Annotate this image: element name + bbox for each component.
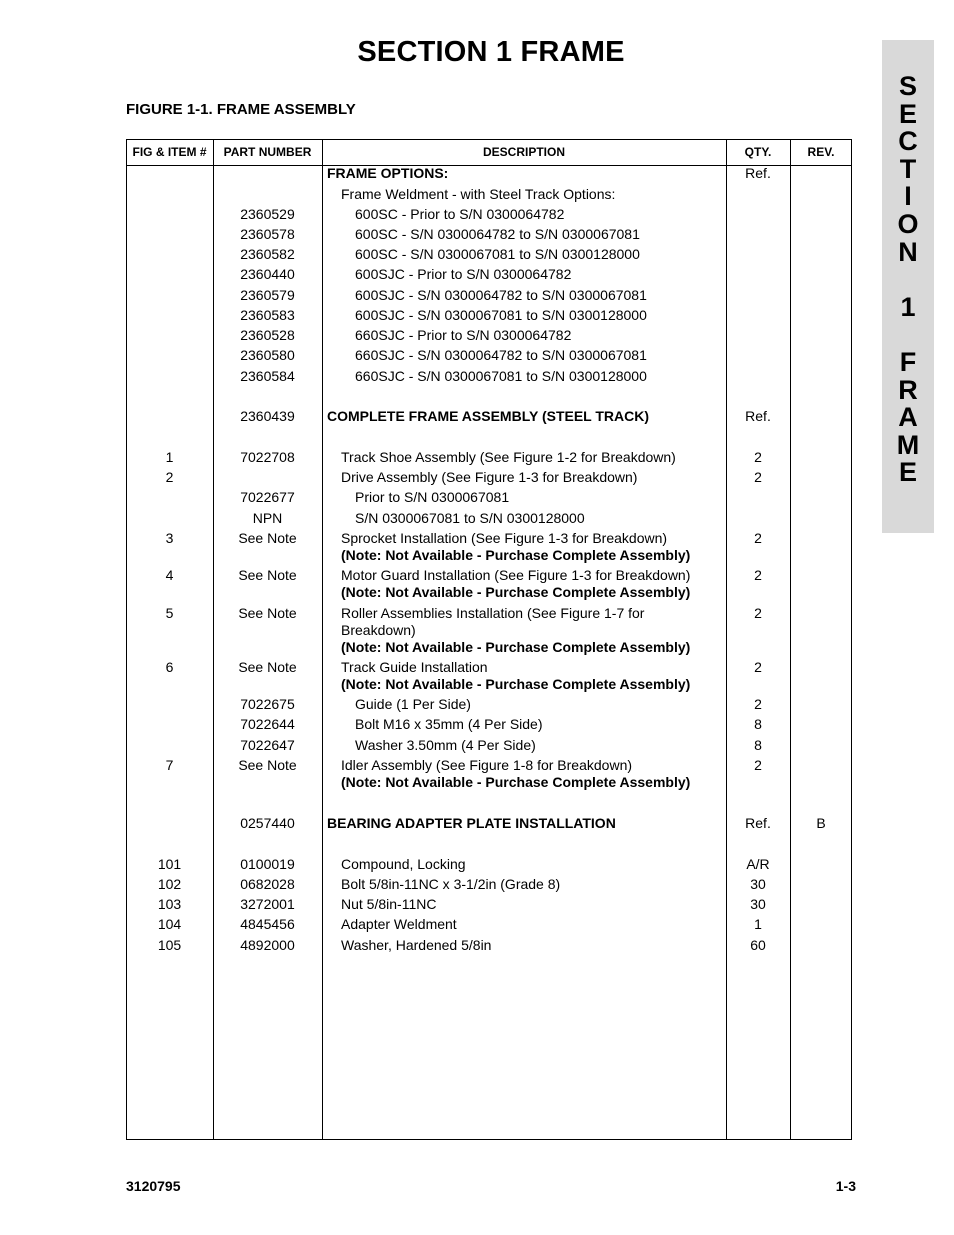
fig-item-cell: 4 <box>165 567 174 583</box>
qty-cell: 60 <box>750 937 766 953</box>
description-text: 600SJC - S/N 0300064782 to S/N 0300067081 <box>355 287 647 303</box>
description-emphasis: FRAME OPTIONS: <box>327 165 449 181</box>
description-cell <box>327 347 753 364</box>
part-number-cell: See Note <box>238 659 297 675</box>
part-number-cell: See Note <box>238 605 297 621</box>
description-cell <box>327 287 753 304</box>
description-text: Frame Weldment - with Steel Track Options: <box>341 186 616 202</box>
side-tab-letter: O <box>897 208 919 239</box>
part-number-cell: 0682028 <box>240 876 295 892</box>
side-tab-letter: F <box>899 346 917 377</box>
side-tab-letter: S <box>898 71 917 101</box>
qty-cell: A/R <box>746 856 770 872</box>
description-text: Bolt 5/8in-11NC x 3-1/2in (Grade 8) <box>341 876 561 892</box>
description-text: 600SJC - Prior to S/N 0300064782 <box>355 266 572 282</box>
qty-cell: 2 <box>754 469 762 485</box>
description-cell <box>327 876 739 893</box>
part-number-cell: 2360529 <box>240 206 295 222</box>
description-cell <box>327 530 739 564</box>
column-divider <box>322 139 323 1140</box>
description-cell <box>327 408 725 425</box>
description-text: 600SC - Prior to S/N 0300064782 <box>355 206 565 222</box>
figure-title: FIGURE 1-1. FRAME ASSEMBLY <box>126 101 356 118</box>
description-emphasis: (Note: Not Available - Purchase Complete Assembly) <box>341 676 691 692</box>
description-text: Drive Assembly (See Figure 1-3 for Breakdown) <box>341 469 638 485</box>
description-cell <box>327 266 753 283</box>
description-cell <box>327 815 725 832</box>
qty-cell: Ref. <box>745 815 771 831</box>
description-cell <box>327 510 753 527</box>
header-description: DESCRIPTION <box>482 145 565 159</box>
part-number-cell: 7022675 <box>240 696 295 712</box>
description-text: Prior to S/N 0300067081 <box>355 489 510 505</box>
qty-cell: 30 <box>750 896 766 912</box>
description-cell <box>327 186 739 203</box>
description-text: Bolt M16 x 35mm (4 Per Side) <box>355 716 543 732</box>
document-number: 3120795 <box>126 1178 181 1194</box>
description-text: Breakdown) <box>341 622 416 638</box>
description-text: Roller Assemblies Installation (See Figure 1-7 for <box>341 605 645 621</box>
description-cell <box>327 896 739 913</box>
description-text: 660SJC - S/N 0300064782 to S/N 0300067081 <box>355 347 647 363</box>
description-cell <box>327 226 753 243</box>
part-number-cell: 0257440 <box>240 815 295 831</box>
side-tab-letter: R <box>898 374 918 405</box>
description-text: S/N 0300067081 to S/N 0300128000 <box>355 510 585 526</box>
qty-cell: 2 <box>754 567 762 583</box>
description-emphasis: BEARING ADAPTER PLATE INSTALLATION <box>327 815 616 831</box>
part-number-cell: 4892000 <box>240 937 295 953</box>
fig-item-cell: 101 <box>157 856 182 872</box>
description-cell <box>327 937 739 954</box>
part-number-cell: See Note <box>238 757 297 773</box>
description-text: Guide (1 Per Side) <box>355 696 471 712</box>
qty-cell: 2 <box>754 449 762 465</box>
description-text: Track Guide Installation <box>341 659 488 675</box>
fig-item-cell: 104 <box>157 916 182 932</box>
fig-item-cell: 102 <box>157 876 182 892</box>
part-number-cell: 2360439 <box>240 408 295 424</box>
qty-cell: Ref. <box>745 408 771 424</box>
part-number-cell: 0100019 <box>240 856 295 872</box>
description-cell <box>327 696 753 713</box>
side-tab-letter: E <box>898 457 917 488</box>
description-text: Sprocket Installation (See Figure 1-3 for Breakdown) <box>341 530 668 546</box>
header-fig-item: FIG & ITEM # <box>132 145 207 159</box>
description-text: Track Shoe Assembly (See Figure 1-2 for Breakdown) <box>341 449 676 465</box>
description-cell <box>327 567 739 601</box>
fig-item-cell: 3 <box>165 530 174 546</box>
description-cell <box>327 659 739 693</box>
description-text: Motor Guard Installation (See Figure 1-3 for Breakdown) <box>341 567 691 583</box>
part-number-cell: 3272001 <box>240 896 295 912</box>
side-tab-letters <box>882 73 934 487</box>
part-number-cell: 2360440 <box>240 266 295 282</box>
part-number-cell: See Note <box>238 530 297 546</box>
fig-item-cell: 7 <box>165 757 174 773</box>
section-side-tab <box>882 40 934 533</box>
part-number-cell: 2360582 <box>240 246 295 262</box>
header-part-number: PART NUMBER <box>223 145 312 159</box>
rev-cell: B <box>816 815 826 831</box>
description-emphasis: (Note: Not Available - Purchase Complete Assembly) <box>341 547 691 563</box>
qty-cell: 2 <box>754 757 762 773</box>
side-tab-letter: C <box>898 126 918 157</box>
description-cell <box>327 856 739 873</box>
description-cell <box>327 916 739 933</box>
fig-item-cell: 103 <box>157 896 182 912</box>
side-tab-letter <box>882 266 934 294</box>
description-cell <box>327 757 739 791</box>
part-number-cell: 2360578 <box>240 226 295 242</box>
section-title: SECTION 1 FRAME <box>357 36 625 68</box>
description-cell <box>327 716 753 733</box>
part-number-cell: 2360584 <box>240 368 295 384</box>
description-text: 660SJC - Prior to S/N 0300064782 <box>355 327 572 343</box>
part-number-cell: 4845456 <box>240 916 295 932</box>
side-tab-letter: N <box>898 236 918 267</box>
description-text: Compound, Locking <box>341 856 466 872</box>
description-text: Washer, Hardened 5/8in <box>341 937 492 953</box>
header-qty: QTY. <box>744 145 772 159</box>
qty-cell: 2 <box>754 605 762 621</box>
fig-item-cell: 5 <box>165 605 174 621</box>
description-text: Idler Assembly (See Figure 1-8 for Breakdown) <box>341 757 633 773</box>
description-cell <box>327 489 753 506</box>
description-text: 600SC - S/N 0300064782 to S/N 0300067081 <box>355 226 640 242</box>
side-tab-letter: I <box>904 181 912 212</box>
part-number-cell: 7022644 <box>240 716 295 732</box>
qty-cell: 30 <box>750 876 766 892</box>
side-tab-letter: M <box>896 429 920 460</box>
header-rev: REV. <box>807 145 835 159</box>
qty-cell: 8 <box>754 716 762 732</box>
description-emphasis: (Note: Not Available - Purchase Complete Assembly) <box>341 639 691 655</box>
qty-cell: Ref. <box>745 165 771 181</box>
part-number-cell: 2360528 <box>240 327 295 343</box>
description-cell <box>327 206 753 223</box>
page-number: 1-3 <box>835 1178 856 1194</box>
description-text: 600SJC - S/N 0300067081 to S/N 0300128000 <box>355 307 647 323</box>
part-number-cell: 7022708 <box>240 449 295 465</box>
description-cell <box>327 307 753 324</box>
part-number-cell: 2360580 <box>240 347 295 363</box>
description-text: Washer 3.50mm (4 Per Side) <box>355 737 536 753</box>
side-tab-letter: A <box>898 402 918 433</box>
part-number-cell: 7022677 <box>240 489 295 505</box>
qty-cell: 2 <box>754 696 762 712</box>
description-cell <box>327 165 725 182</box>
description-emphasis: COMPLETE FRAME ASSEMBLY (STEEL TRACK) <box>327 408 650 424</box>
part-number-cell: NPN <box>252 510 283 526</box>
part-number-cell: 2360583 <box>240 307 295 323</box>
column-divider <box>790 139 791 1140</box>
description-cell <box>327 327 753 344</box>
qty-cell: 2 <box>754 530 762 546</box>
side-tab-letter <box>882 321 934 349</box>
side-tab-letter: E <box>898 98 917 129</box>
side-tab-letter: T <box>899 153 917 184</box>
description-emphasis: (Note: Not Available - Purchase Complete Assembly) <box>341 584 691 600</box>
description-text: 660SJC - S/N 0300067081 to S/N 0300128000 <box>355 368 647 384</box>
description-cell <box>327 469 739 486</box>
side-tab-letter: 1 <box>900 291 916 322</box>
fig-item-cell: 2 <box>165 469 174 485</box>
qty-cell: 8 <box>754 737 762 753</box>
description-text: Adapter Weldment <box>341 916 457 932</box>
description-cell <box>327 737 753 754</box>
part-number-cell: 7022647 <box>240 737 295 753</box>
part-number-cell: See Note <box>238 567 297 583</box>
description-emphasis: (Note: Not Available - Purchase Complete Assembly) <box>341 774 691 790</box>
qty-cell: 2 <box>754 659 762 675</box>
description-text: 600SC - S/N 0300067081 to S/N 0300128000 <box>355 246 640 262</box>
part-number-cell: 2360579 <box>240 287 295 303</box>
description-cell <box>327 368 753 385</box>
description-cell <box>327 246 753 263</box>
fig-item-cell: 6 <box>165 659 174 675</box>
fig-item-cell: 105 <box>157 937 182 953</box>
description-cell <box>327 605 739 656</box>
description-cell <box>327 449 739 466</box>
qty-cell: 1 <box>754 916 762 932</box>
description-text: Nut 5/8in-11NC <box>341 896 437 912</box>
fig-item-cell: 1 <box>165 449 174 465</box>
